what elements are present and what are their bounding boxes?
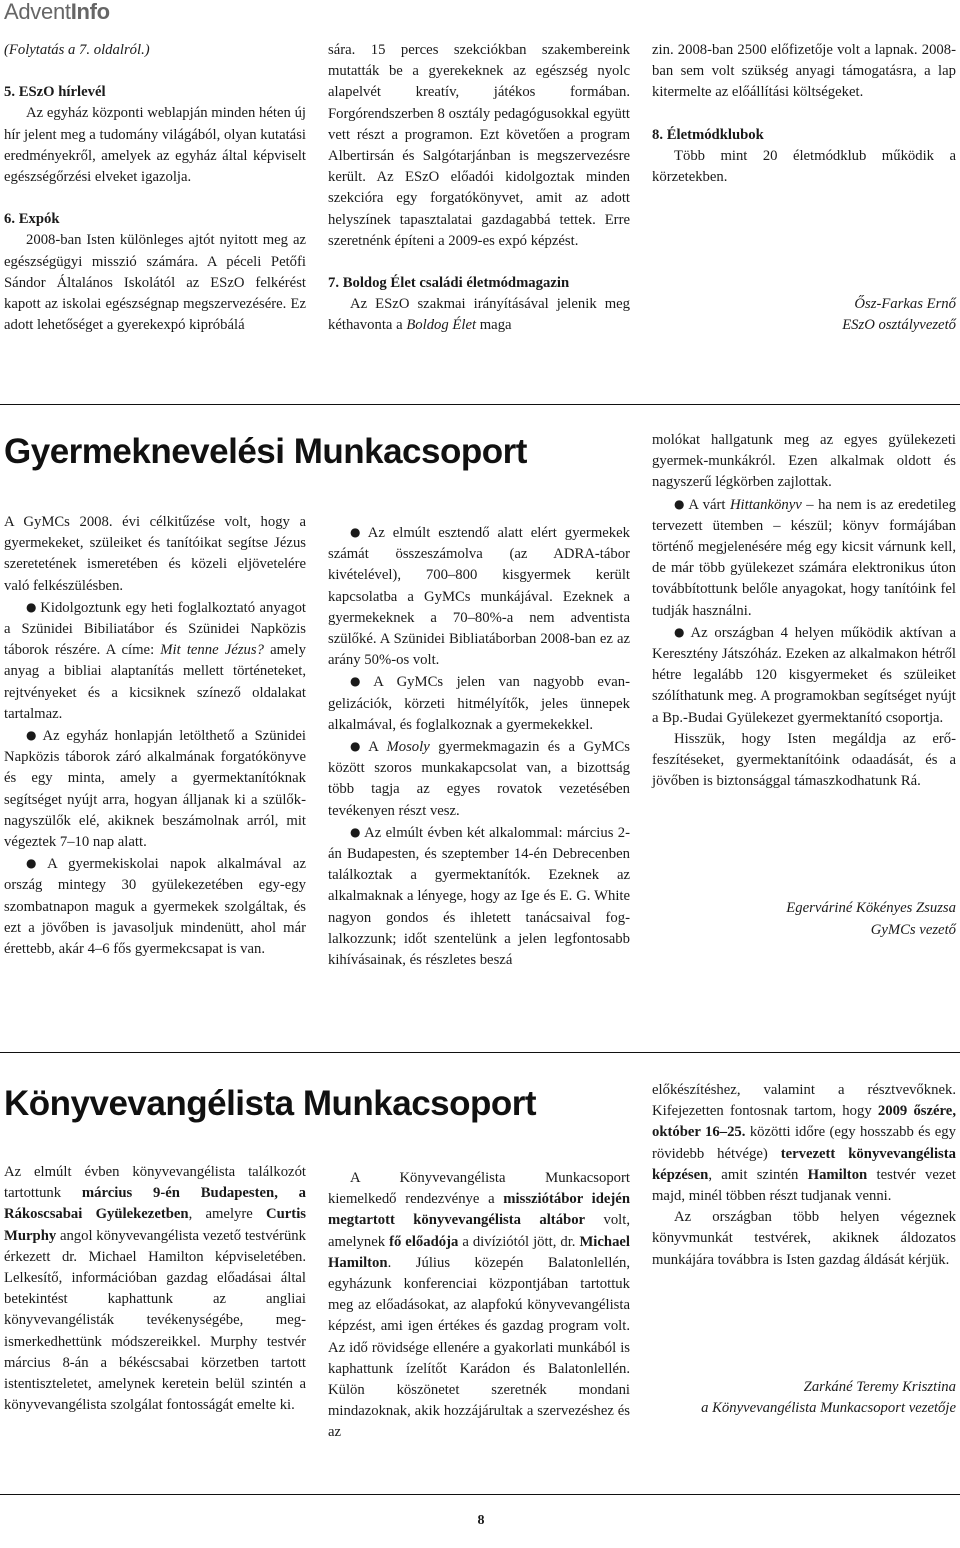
text-run-bold: fő előadója <box>389 1233 459 1250</box>
bullet-icon: ● <box>674 496 686 511</box>
text-run: A <box>368 739 387 756</box>
bullet-icon: ● <box>26 728 40 743</box>
text-run-bold: Hamilton <box>807 1166 868 1183</box>
text-run: Az országban 4 helyen működik aktívan a Keresztény Játszóház. Ezeken az alkalmakon hétről hétre legalább 120 kisgyermeket és szüleiket szólíthatunk meg. A programokban segítséget nyújt a Bp.-Budai Gyülekezet gyermektanító csoportja. <box>652 624 956 726</box>
gymcs-item <box>4 725 306 853</box>
signature-name: Egerváriné Kökényes Zsuzsa <box>786 900 956 917</box>
book-title: Hittankönyv <box>729 496 802 513</box>
konyv-column-2 <box>328 1168 630 1444</box>
text-run: Az elmúlt évben két alkalommal: március 2-án Budapesten, és szeptember 14-én Debrecenben találkoztak a gyermektanítók. Ezeknek az alkalmaknak a lényege, hogy az Ige és E. G. White nagyon gondos és ihletett tanácsaival foglalkozzunk; időt szentelünk a jelen legfontosabb kihívásainak, és részletes beszá <box>328 824 630 969</box>
paragraph-boldog-elet <box>328 294 630 336</box>
konyv-column-1 <box>4 1162 306 1416</box>
text-run-bold: missziótábor idején megtartott könyvevangélista altábor <box>328 1191 630 1229</box>
bullet-icon: ● <box>26 856 45 871</box>
gymcs-column-3 <box>652 430 956 941</box>
section-divider <box>0 404 960 405</box>
text-run: A várt <box>688 496 730 513</box>
text-run: Kidolgoztunk egy heti foglalkoztató anyagot a Szünidei Bibiliatábor és Szünidei Napközis táborok részére. A címe: <box>4 599 306 659</box>
gymcs-item <box>328 671 630 736</box>
gymcs-item <box>328 522 630 671</box>
text-run: Az elmúlt esztendő alatt elért gyermekek számát összeszámolva (az ADRA-tábor kivételével), 700–800 kisgyermek került kapcsolatba a GyMCs munkájával. Ezeknek a gyermekeknek a 70–80%-a nem adventista szülőké. A Szünidei Bibliatáborban 2008-ban ez az arány 50%-os volt. <box>328 525 630 669</box>
konyv-paragraph <box>4 1162 306 1416</box>
text-run-bold: március 9-én Budapesten, a Rákoscsabai Gyülekezetben <box>4 1185 306 1223</box>
signature-name: Ősz-Farkas Ernő <box>854 296 956 313</box>
text-run: testvér vezet majd, minél többen részt tudjanak venni. <box>652 1166 956 1205</box>
gymcs-closing: Hisszük, hogy Isten megáldja az erőfeszítéseket, gyermektanítóink odaadását, és a jövőben is biztonsággal támaszkodhatunk Rá. <box>652 730 956 790</box>
gymcs-column-1 <box>4 512 306 960</box>
magazine-title: Mosoly <box>386 739 430 756</box>
konyv-paragraph <box>328 1168 630 1444</box>
signature-role: GyMCs vezető <box>870 921 956 938</box>
gymcs-column-2 <box>328 522 630 971</box>
text-run: a divíziótól jött, dr. <box>458 1233 580 1250</box>
gymcs-item <box>652 622 956 729</box>
heading-boldog-elet: 7. Boldog Élet családi életmódmagazin <box>328 275 570 292</box>
section-title-gymcs: Gyermeknevelési Munkacsoport <box>4 432 527 471</box>
text-run: Az egyház honlapján letölthető a Szünidei Napközis táborok záró alkalmának forgatókönyve és egy minta, amely a gyermektanítóknak segítséget nyújt arra, hogyan álljanak ki a szülők-nagyszülők elé, akiknek beszámolnak arról, mit végeztek 7–10 nap alatt. <box>4 728 306 851</box>
page-number: 8 <box>477 1513 485 1528</box>
konyv-paragraph <box>652 1080 956 1207</box>
text-run: maga <box>476 317 512 334</box>
paragraph-expok-cont: sára. 15 perces szekciókban szakembereink mutatták be a gyerekeknek az egészség nyolc alapelvét kreatív, játékos formában. Forgórendszerben 8 osztály pedagógusokkal együtt vett részt a programon. Ezt követően a program Albertirsán és Salgótarjánban is megszervezésre került. Az ESzO előadói kidolgoztak minden szekcióra egy forgatókönyvet, amit az adott helyszínek tapasztalatai gazdagabbá tettek. Erre szeretnénk építeni a 2009-es expó képzést. <box>328 42 630 249</box>
text-run-bold: Curtis Murphy <box>4 1206 306 1244</box>
signature-role: a Könyvevangélista Munkacsoport vezetője <box>701 1400 956 1417</box>
text-run: gyermekmagazin és a GyMCs között szoros munkakapcsolat van, a bizottság több tagja az egyes rovatok vezetésében tevékenyen részt vesz. <box>328 739 630 819</box>
bullet-icon: ● <box>350 674 371 689</box>
top-column-3 <box>652 40 956 337</box>
gymcs-item <box>4 853 306 960</box>
paragraph-expok: 2008-ban Isten különleges ajtót nyitott meg az egészségügyi misszió számára. A péceli Petőfi Sándor Általános Iskolától az ESzO felkérést kapott az iskolai egészségnap megszervezésére. Ez adott lehetőséget a gyerekexpó kipróbálá <box>4 232 306 334</box>
masthead <box>0 0 960 26</box>
text-run: angol könyvevangélista vezető testvérünk érkezett dr. Michael Hamilton képviseletében. Lelkesítő, információban gazdag előadásai által betekintést kaphattunk az angliai könyvevangélisták tevékenységébe, megismerkedhettünk módszereikkel. Murphy testvér március 8-án a békéscsabai körzetben tartott istentiszteletet, amelynek keretein belül szintén a könyvevangélista szolgálat fontosságát emelte ki. <box>4 1227 306 1414</box>
footer-divider <box>0 1494 960 1495</box>
text-run-bold: Michael Hamilton <box>328 1233 631 1271</box>
material-title: Mit tenne Jézus? <box>160 642 264 659</box>
section-title-konyv: Könyvevangélista Munkacsoport <box>4 1084 537 1123</box>
bullet-icon: ● <box>350 824 362 839</box>
text-run-bold: tervezett könyvevangélista képzésen <box>652 1145 956 1183</box>
text-run: előkészítéshez, valamint a résztvevőknek. Kifejezetten fontosnak tartom, hogy <box>652 1082 956 1120</box>
text-run: amely anyag a bibliai alaptanítás mellett történeteket, rejtvényeket és a kicsiknek színező oldalakat tartalmaz. <box>4 642 306 722</box>
heading-eletmodklubok: 8. Életmódklubok <box>652 126 764 143</box>
top-column-1 <box>4 40 306 336</box>
paragraph-newsletter: Az egyház központi weblapján minden héten új hír jelent meg a tudomány világából, olyan kutatási eredményekről, amelyek az egyház által képviselt egészségőrzési elveket igazolja. <box>4 105 306 186</box>
text-run-bold: 2009 őszére, október 16–25. <box>652 1103 956 1141</box>
logo-prefix: Advent <box>4 0 71 24</box>
text-run: Az elmúlt évben könyvevangélista találkozót tartottunk <box>4 1164 306 1202</box>
gymcs-item <box>4 597 306 725</box>
logo-suffix: Info <box>70 0 110 24</box>
gymcs-cont: molókat hallgatunk meg az egyes gyülekezeti gyermek-munkákról. Ezen alkalmak oldott és nagyszerű légkörben zajlottak. <box>652 432 956 491</box>
bullet-icon: ● <box>674 624 688 639</box>
heading-eszo-newsletter: 5. ESzO hírlevél <box>4 84 106 101</box>
adventinfo-logo <box>4 0 110 25</box>
signature-role: ESzO osztályvezető <box>842 317 956 334</box>
gymcs-item <box>652 494 956 622</box>
signature-name: Zarkáné Teremy Krisztina <box>803 1378 956 1395</box>
text-run: közötti időre (egy hosszabb és egy rövidebb hétvége) <box>652 1124 956 1162</box>
magazine-title: Boldog Élet <box>406 317 477 334</box>
bullet-icon: ● <box>26 599 38 614</box>
bullet-icon: ● <box>350 525 365 539</box>
gymcs-intro: A GyMCs 2008. évi célkitűzése volt, hogy a gyermekeket, szüleiket és tanítóikat segítse Jézus szeretetének ismeretében és közeli eljövetelére való felkészülésben. <box>4 514 306 594</box>
paragraph-boldog-elet-cont: zin. 2008-ban 2500 előfizetője volt a lapnak. 2008-ban sem volt szükség anyagi támogatásra, a lap kitermelte az előállítási költségeket. <box>652 42 956 101</box>
paragraph-eletmodklubok: Több mint 20 életmódklub működik a körzetekben. <box>652 147 956 186</box>
text-run: – ha nem is az eredetileg tervezett ütemben – készül; könyv formájában történő megjelenésére még egy kicsit várnunk kell, de már több gyülekezet számára elektronikus úton továbbítottunk belőle anyagokat, hogy tanítóink fel tudják használni. <box>652 496 956 619</box>
section-divider <box>0 1052 960 1053</box>
bullet-icon: ● <box>350 739 366 754</box>
top-column-2 <box>328 40 630 337</box>
konyv-column-3 <box>652 1080 956 1419</box>
gymcs-item <box>328 736 630 822</box>
heading-expok: 6. Expók <box>4 211 60 228</box>
text-run: A Könyvevangélista Munkacsoport kiemelkedő rendezvénye a <box>328 1170 630 1208</box>
text-run: , amelyre <box>188 1206 267 1223</box>
text-run: volt, amelynek <box>328 1212 630 1250</box>
text-run: , amit szintén <box>708 1166 808 1183</box>
text-run: . Július közepén Balatonlellén, egyházunk konferenciai központjában tartottuk meg az előadásokat, az alapfokú könyvevangélista képzést, ami igen értékes és gazdag program volt. Az idő rövidsége ellenére a gyakorlati munkából is kaphattunk ízelítőt Karádon és Balatonlellén. Külön köszönetet szeretnék mondani mindazoknak, akik hozzájárultak a szervezéshez és az <box>328 1254 630 1441</box>
text-run: Az ESzO szakmai irányításával jelenik meg kéthavonta a <box>328 296 630 334</box>
continuation-note: (Folytatás a 7. oldalról.) <box>4 42 150 58</box>
gymcs-item <box>328 822 630 971</box>
text-run: A gyermekiskolai napok alkalmával az ország mintegy 30 gyülekezetében egy-egy szombatnapon maguk a gyermekek szolgáltak, és ezt a jövőben is javasoljuk mindenütt, ahol már érettebb, akár 4–6 fős gyermekcsapat is van. <box>4 856 306 958</box>
konyv-paragraph: Az országban több helyen végeznek könyvmunkát testvérek, akiknek áldozatos munkájára továbbra is Isten gazdag áldását kérjük. <box>652 1209 956 1268</box>
text-run: A GyMCs jelen van nagyobb evangelizációk, körzeti hitmélyítők, jeles ünnepek alkalmával, és foglalkoznak a gyermekekkel. <box>328 674 630 733</box>
